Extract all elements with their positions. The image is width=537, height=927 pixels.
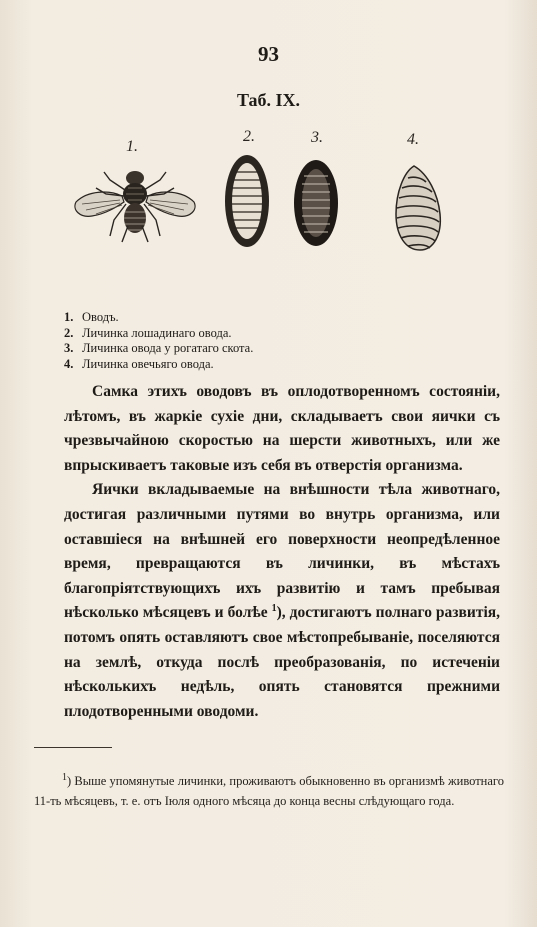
figure-3-label: 3. xyxy=(311,129,323,146)
caption-4: 4. Личинка овечьяго овода. xyxy=(64,356,214,371)
page-number: 93 xyxy=(258,42,279,66)
footnote-divider xyxy=(34,747,112,748)
figure-1-label: 1. xyxy=(126,138,138,155)
figure-4-label: 4. xyxy=(407,131,419,148)
footnote-text: ) Выше упомянутые личинки, проживаютъ обыкновенно въ организмѣ животнаго 11-ть мѣсяцевъ, т. е. отъ Іюля одного мѣсяца до конца весны слѣдующаго года. xyxy=(34,774,504,808)
caption-3: 3. Личинка овода у рогатаго скота. xyxy=(64,341,254,355)
body-text xyxy=(64,380,500,724)
paragraph-2: Яички вкладываемые на внѣшности тѣла животнаго, достигая различными путями во внутрь организма, или оставшіеся на внѣшней его поверхности неопредѣленное время, превращаются въ личинки, въ мѣстахъ благопріятствующихъ ихъ развитію и тамъ пребывая нѣсколько мѣсяцевъ и болѣе $^1$), достигаютъ полнаго развитія, потомъ опять оставляютъ свое мѣстопребываніе, поселяются на землѣ, откуда послѣ преобразованія, по истеченіи нѣсколькихъ недѣль, опять становятся прежними плодотворенными оводоми. xyxy=(64,481,501,720)
figure-2-label: 2. xyxy=(243,128,255,145)
sheep-bot-larva-icon xyxy=(392,162,444,252)
footnote-reference: 1 xyxy=(271,603,277,615)
paragraph-1: Самка этихъ оводовъ въ оплодотворенномъ состояніи, лѣтомъ, въ жаркіе сухіе дни, складываетъ свои яички съ чрезвычайною скоростью на шерсти животныхъ, или же впрыскиваетъ таковые изъ себя въ отверстія организма. xyxy=(64,383,500,474)
figure-captions xyxy=(64,310,253,372)
caption-1: 1. Оводъ. xyxy=(64,310,119,324)
plate-title: Таб. IX. xyxy=(236,90,301,110)
footnote-marker: 1 xyxy=(62,771,67,783)
horse-bot-larva-icon xyxy=(222,152,272,250)
cattle-bot-larva-icon xyxy=(292,158,340,248)
horse-botfly-icon xyxy=(70,160,200,250)
footnote xyxy=(34,772,504,811)
caption-2: 2. Личинка лошадинаго овода. xyxy=(64,325,232,340)
